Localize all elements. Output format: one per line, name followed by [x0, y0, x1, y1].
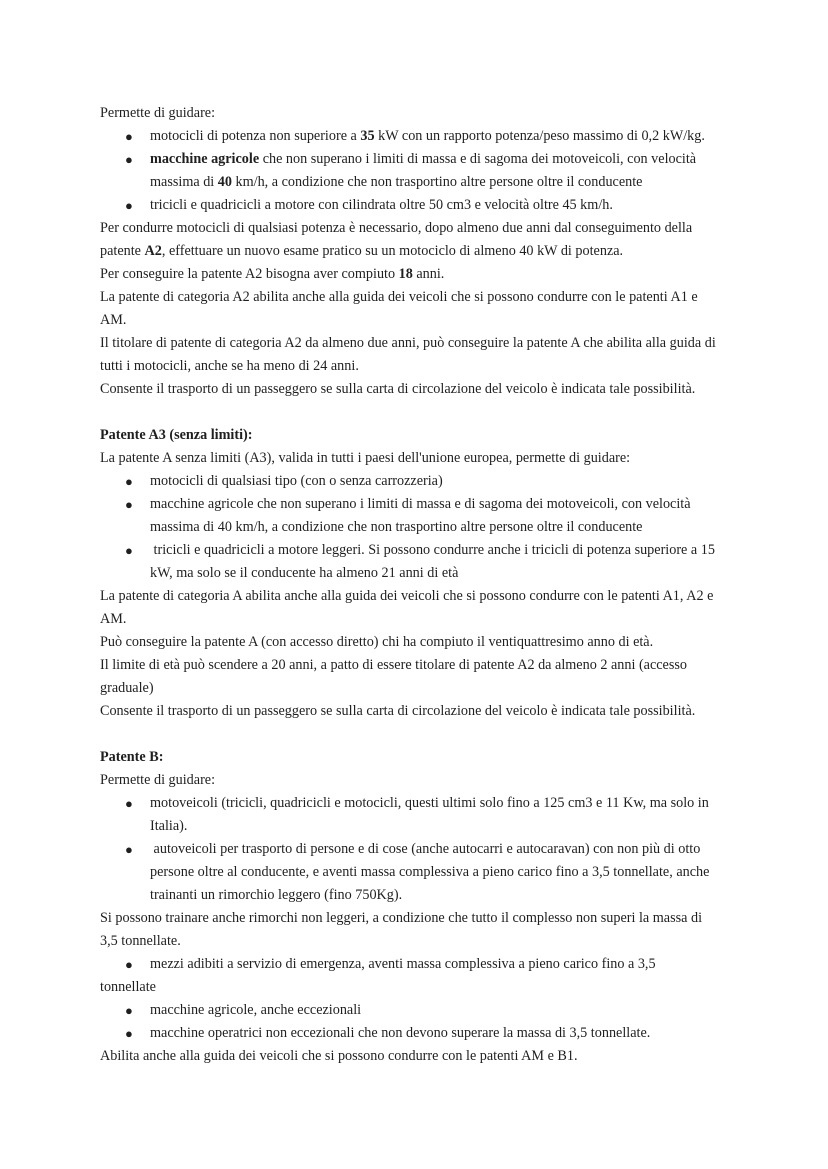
list-item-text: motocicli di qualsiasi tipo (con o senza carrozzeria) [150, 473, 443, 489]
paragraph: Il limite di età può scendere a 20 anni, a patto di essere titolare di patente A2 da almeno 2 anni (accesso [100, 657, 687, 673]
list-item [100, 493, 732, 539]
list-item [100, 148, 732, 194]
paragraph-cont: tonnellate [100, 979, 156, 995]
bullet-icon: ● [125, 129, 133, 144]
paragraph: Per condurre motocicli di qualsiasi potenza è necessario, dopo almeno due anni dal conseguimento della [100, 220, 693, 236]
bullet-icon: ● [125, 152, 133, 167]
list-item-text: macchine agricole, anche eccezionali [150, 1002, 362, 1018]
list-item-text-cont: Italia). [150, 818, 188, 834]
list-item [100, 792, 732, 838]
section-heading-a3: Patente A3 (senza limiti): [100, 427, 253, 443]
paragraph-cont: graduale) [100, 680, 154, 696]
paragraph-cont: tutti i motocicli, anche se ha meno di 24 anni. [100, 358, 359, 374]
paragraph: Consente il trasporto di un passeggero se sulla carta di circolazione del veicolo è indicata tale possibilità. [100, 703, 696, 719]
list-item [100, 125, 732, 148]
list-item-text-cont: trainanti un rimorchio leggero (fino 750Kg). [150, 887, 403, 903]
intro-text: Permette di guidare: [100, 105, 216, 121]
list-item-text: macchine operatrici non eccezionali che non devono superare la massa di 3,5 tonnellate. [150, 1025, 651, 1041]
section-intro: La patente A senza limiti (A3), valida in tutti i paesi dell'unione europea, permette di guidare: [100, 450, 631, 466]
bullet-icon: ● [125, 497, 133, 512]
paragraph-cont: 3,5 tonnellate. [100, 933, 181, 949]
list-item-text: mezzi adibiti a servizio di emergenza, aventi massa complessiva a pieno carico fino a 3,5 [150, 956, 656, 972]
paragraph: Si possono trainare anche rimorchi non leggeri, a condizione che tutto il complesso non superi la massa di [100, 910, 703, 926]
list-item-text: macchine agricole che non superano i limiti di massa e di sagoma dei motoveicoli, con velocità [150, 496, 691, 512]
list-item [100, 999, 732, 1022]
list-item-text-cont: persone oltre al conducente, e aventi massa complessiva a pieno carico fino a 3,5 tonnellate, anche [150, 864, 710, 880]
bullet-icon: ● [125, 796, 133, 811]
list-item-text: tricicli e quadricicli a motore leggeri. Si possono condurre anche i tricicli di potenza superiore a 15 [150, 542, 715, 558]
section-intro: Permette di guidare: [100, 772, 216, 788]
list-item-text-cont: massima di 40 km/h, a condizione che non trasportino altre persone oltre il conducente [150, 519, 643, 535]
paragraph-cont: AM. [100, 611, 127, 627]
paragraph-cont: AM. [100, 312, 127, 328]
list-item [100, 470, 732, 493]
paragraph: Consente il trasporto di un passeggero se sulla carta di circolazione del veicolo è indicata tale possibilità. [100, 381, 696, 397]
list-item-text: autoveicoli per trasporto di persone e di cose (anche autocarri e autocaravan) con non più di otto [150, 841, 701, 857]
list-item [100, 953, 732, 976]
list-item [100, 194, 732, 217]
document-page [100, 102, 732, 1068]
bullet-icon: ● [125, 957, 133, 972]
list-item [100, 1022, 732, 1045]
paragraph: Può conseguire la patente A (con accesso diretto) chi ha compiuto il ventiquattresimo anno di età. [100, 634, 654, 650]
paragraph: La patente di categoria A2 abilita anche alla guida dei veicoli che si possono condurre con le patenti A1 e [100, 289, 698, 305]
bullet-icon: ● [125, 474, 133, 489]
paragraph: La patente di categoria A abilita anche alla guida dei veicoli che si possono condurre con le patenti A1, A2 e [100, 588, 714, 604]
section-heading-b: Patente B: [100, 749, 164, 765]
bullet-icon: ● [125, 1003, 133, 1018]
paragraph: Per conseguire la patente A2 bisogna aver compiuto 18 anni. [100, 266, 445, 282]
list-item [100, 838, 732, 907]
bullet-icon: ● [125, 1026, 133, 1041]
bullet-icon: ● [125, 543, 133, 558]
bullet-icon: ● [125, 198, 133, 213]
paragraph-cont: patente A2, effettuare un nuovo esame pratico su un motociclo di almeno 40 kW di potenza. [100, 243, 624, 259]
list-item-text: motocicli di potenza non superiore a 35 kW con un rapporto potenza/peso massimo di 0,2 kW/kg. [150, 128, 705, 144]
list-item-text-cont: kW, ma solo se il conducente ha almeno 21 anni di età [150, 565, 459, 581]
bullet-icon: ● [125, 842, 133, 857]
list-item-text: tricicli e quadricicli a motore con cilindrata oltre 50 cm3 e velocità oltre 45 km/h. [150, 197, 613, 213]
list-item [100, 539, 732, 585]
list-item-text-cont: massima di 40 km/h, a condizione che non trasportino altre persone oltre il conducente [150, 174, 643, 190]
list-item-text: motoveicoli (tricicli, quadricicli e motocicli, questi ultimi solo fino a 125 cm3 e 11 Kw, ma solo in [150, 795, 709, 811]
paragraph: Il titolare di patente di categoria A2 da almeno due anni, può conseguire la patente A che abilita alla guida di [100, 335, 716, 351]
paragraph: Abilita anche alla guida dei veicoli che si possono condurre con le patenti AM e B1. [100, 1048, 578, 1064]
list-item-text: macchine agricole che non superano i limiti di massa e di sagoma dei motoveicoli, con velocità [150, 151, 697, 167]
